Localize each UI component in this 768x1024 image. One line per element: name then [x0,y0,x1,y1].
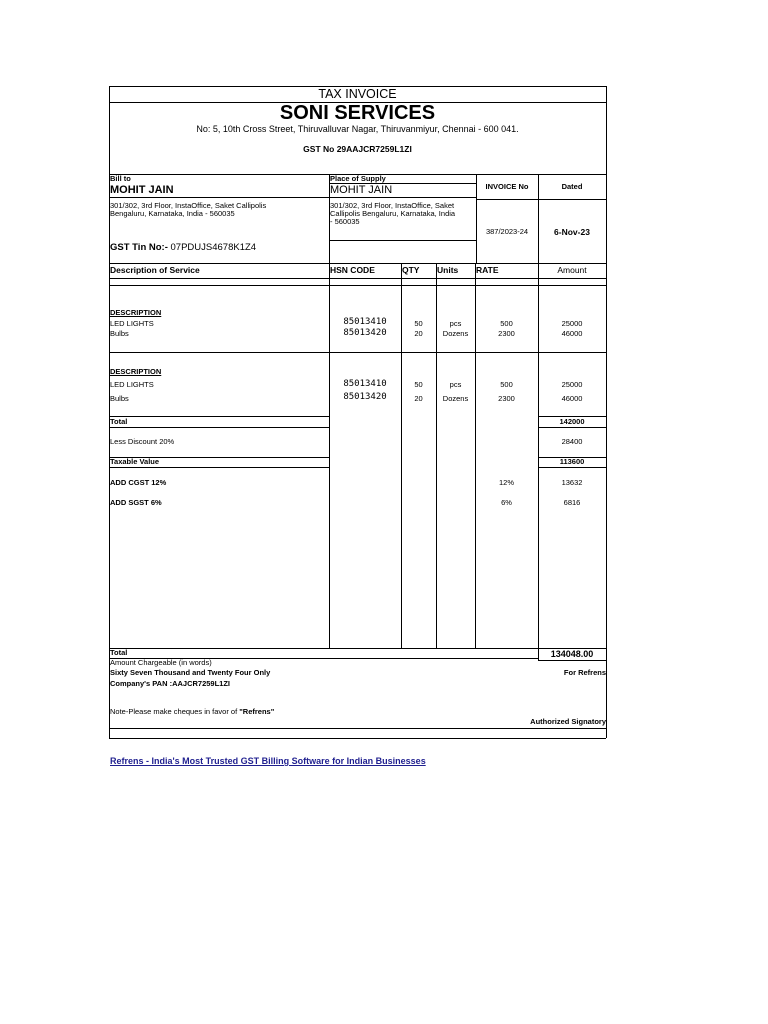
cgst-value: 13632 [561,478,583,487]
section2-row2-desc: Bulbs [110,394,129,403]
doc-title: TAX INVOICE [318,87,397,101]
section1-row2-desc: Bulbs [110,329,129,338]
section1-row1-qty: 50 [414,319,423,328]
supply-bottom-line [329,240,476,241]
amount-words-label: Amount Chargeable (in words) [110,658,212,667]
gst-tin-label: GST Tin No:- [110,242,168,253]
section-divider [109,352,606,353]
bill-to-address-1: 301/302, 3rd Floor, InstaOffice, Saket Callipolis [110,201,267,210]
date-value: 6-Nov-23 [554,227,590,237]
gst-tin [110,243,256,253]
section2-row1-units: pcs [449,380,462,389]
bill-to-address-2: Bengaluru, Karnataka, India - 560035 [110,209,235,218]
section2-row1-qty: 50 [414,380,423,389]
section1-row2-hsn: 85013420 [343,328,387,338]
bill-name-line [109,197,476,198]
table-header-line [109,278,606,279]
section2-row1-desc: LED LIGHTS [110,380,154,389]
discount-value: 28400 [561,437,583,446]
col-header-description: Description of Service [110,265,200,275]
taxable-bottom-left [109,467,329,468]
sgst-label: ADD SGST 6% [110,498,162,507]
section2-row2-hsn: 85013420 [343,392,387,402]
total-value: 142000 [559,417,585,426]
section1-row1-desc: LED LIGHTS [110,319,154,328]
section1-row2-amount: 46000 [561,329,583,338]
cheque-note-prefix: Note-Please make cheques in favor of [110,707,240,716]
signatory-line [109,728,606,729]
bill-to-name: MOHIT JAIN [110,184,174,196]
section1-row1-amount: 25000 [561,319,583,328]
taxable-value: 113600 [559,457,585,466]
total-top-left [109,416,329,417]
section2-row1-hsn: 85013410 [343,379,387,389]
section2-row1-amount: 25000 [561,380,583,389]
invoice-no-value: 387/2023-24 [485,227,529,236]
taxable-label: Taxable Value [110,457,160,466]
section1-row2-qty: 20 [414,329,423,338]
section1-row2-units: Dozens [442,329,469,338]
sgst-value: 6816 [563,498,581,507]
section1-row2-rate: 2300 [498,329,515,338]
sgst-rate: 6% [501,498,512,507]
dated-label: Dated [561,182,583,191]
company-name: SONI SERVICES [279,102,436,124]
footer-total-top [109,648,606,649]
section1-row1-rate: 500 [500,319,513,328]
company-address: No: 5, 10th Cross Street, Thiruvalluvar Nagar, Thiruvanmiyur, Chennai - 600 041. [196,124,519,134]
for-company: For Refrens [563,668,606,677]
bill-to-label: Bill to [110,174,131,183]
total-bottom-left [109,427,329,428]
cheque-note-payee: "Refrens" [239,707,275,716]
section1-row1-units: pcs [449,319,462,328]
invoice-no-label: INVOICE No [485,182,529,191]
gst-tin-value: 07PDUJS4678K1Z4 [170,242,257,253]
section2-row1-rate: 500 [500,380,513,389]
discount-label: Less Discount 20% [110,437,175,446]
footer-total-label: Total [110,648,128,657]
authorized-signatory: Authorized Signatory [530,717,606,726]
section2-row2-amount: 46000 [561,394,583,403]
col-header-qty: QTY [402,265,420,275]
table-body-top [109,285,606,286]
section2-heading: DESCRIPTION [110,367,162,376]
col-header-hsn: HSN CODE [330,265,375,275]
amount-in-words: Sixty Seven Thousand and Twenty Four Only [110,668,271,677]
supply-label: Place of Supply [330,174,386,183]
frame-bottom [109,738,606,739]
col-header-units: Units [437,265,459,275]
supply-address-2: Callipolis Bengaluru, Karnataka, India [330,209,456,218]
invoice-head-line [476,199,606,200]
grand-total-value: 134048.00 [550,649,594,659]
frame-right [606,86,607,738]
grand-total-bottom [538,660,606,661]
cgst-rate: 12% [498,478,514,487]
supply-address-1: 301/302, 3rd Floor, InstaOffice, Saket [330,201,455,210]
supply-address-3: - 560035 [330,217,360,226]
section1-heading: DESCRIPTION [110,308,162,317]
section2-row2-qty: 20 [414,394,423,403]
section1-row1-hsn: 85013410 [343,317,387,327]
cheque-note [110,708,274,716]
col-header-rate: RATE [476,265,499,275]
total-bottom-right [538,427,606,428]
taxable-bottom-right [538,467,606,468]
refrens-promo-link[interactable]: Refrens - India's Most Trusted GST Billing Software for Indian Businesses [110,756,426,766]
section2-row2-units: Dozens [442,394,469,403]
cgst-label: ADD CGST 12% [110,478,167,487]
company-pan: Company's PAN :AAJCR7259L1ZI [110,679,231,688]
supply-name: MOHIT JAIN [330,184,393,196]
total-label: Total [110,417,128,426]
bill-section-bottom [109,263,606,264]
section2-row2-rate: 2300 [498,394,515,403]
gst-number: GST No 29AAJCR7259L1ZI [303,144,412,154]
col-header-amount: Amount [557,265,587,275]
